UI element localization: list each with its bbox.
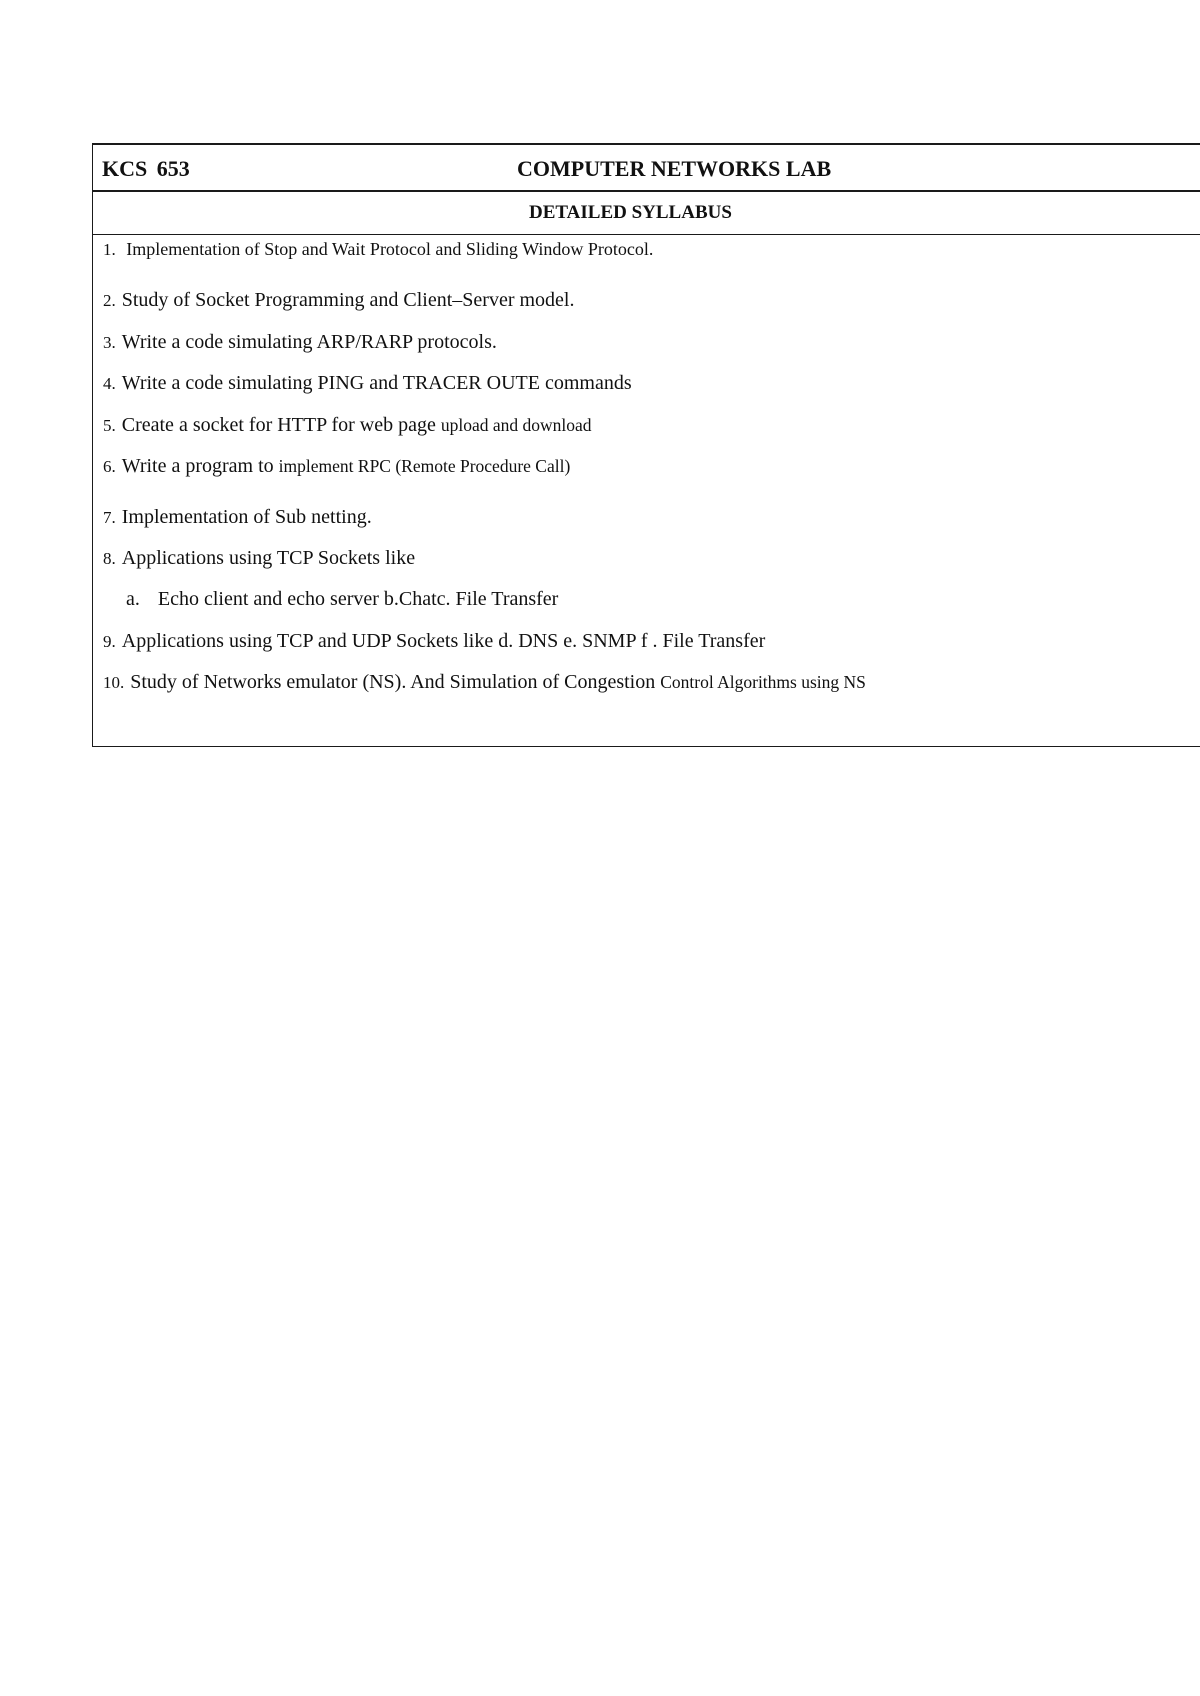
item-text-tail: implement RPC (Remote Procedure Call) bbox=[278, 456, 571, 476]
syllabus-item-7 bbox=[103, 506, 372, 529]
syllabus-item-1 bbox=[103, 239, 653, 260]
item-number: 6. bbox=[103, 457, 116, 476]
item-text: Applications using TCP and UDP Sockets like d. DNS e. SNMP f . File Transfer bbox=[121, 630, 766, 652]
syllabus-item-6 bbox=[103, 455, 570, 478]
item-text: Write a program to bbox=[121, 455, 279, 477]
syllabus-item-8 bbox=[103, 547, 415, 570]
item-number: 10. bbox=[103, 673, 125, 692]
syllabus-item-8a bbox=[126, 588, 558, 611]
item-number: 2. bbox=[103, 291, 116, 310]
syllabus-item-10 bbox=[103, 671, 866, 694]
course-title: COMPUTER NETWORKS LAB bbox=[517, 156, 832, 181]
course-header-row bbox=[93, 145, 1200, 192]
item-number: 4. bbox=[103, 374, 116, 393]
item-text: Implementation of Sub netting. bbox=[121, 506, 372, 528]
item-text: Write a code simulating PING and TRACER OUTE commands bbox=[121, 372, 632, 394]
item-number: 8. bbox=[103, 549, 116, 568]
item-text: Create a socket for HTTP for web page bbox=[121, 414, 436, 436]
syllabus-item-5 bbox=[103, 414, 592, 437]
item-text: Write a code simulating ARP/RARP protocols. bbox=[121, 331, 497, 353]
item-text: Implementation of Stop and Wait Protocol and Sliding Window Protocol. bbox=[126, 239, 654, 259]
syllabus-item-2 bbox=[103, 289, 574, 312]
item-text-tail: upload and download bbox=[440, 415, 592, 435]
course-code: KCS 653 bbox=[102, 156, 190, 181]
syllabus-heading: DETAILED SYLLABUS bbox=[529, 202, 732, 223]
item-text: Study of Socket Programming and Client–Server model. bbox=[121, 289, 575, 311]
item-text: Applications using TCP Sockets like bbox=[121, 547, 416, 569]
item-number: 9. bbox=[103, 632, 116, 651]
item-text: Echo client and echo server b.Chatc. File Transfer bbox=[157, 588, 559, 610]
syllabus-table bbox=[92, 143, 1200, 747]
syllabus-items bbox=[93, 235, 1200, 746]
syllabus-item-9 bbox=[103, 630, 765, 653]
syllabus-item-3 bbox=[103, 331, 497, 354]
item-number: 7. bbox=[103, 508, 116, 527]
item-number: a. bbox=[126, 588, 140, 610]
item-number: 3. bbox=[103, 333, 116, 352]
item-number: 1. bbox=[103, 240, 116, 259]
item-number: 5. bbox=[103, 416, 116, 435]
syllabus-item-4 bbox=[103, 372, 632, 395]
syllabus-heading-row bbox=[93, 192, 1200, 235]
item-text-tail: Control Algorithms using NS bbox=[660, 672, 866, 692]
item-text: Study of Networks emulator (NS). And Simulation of Congestion bbox=[130, 671, 661, 693]
